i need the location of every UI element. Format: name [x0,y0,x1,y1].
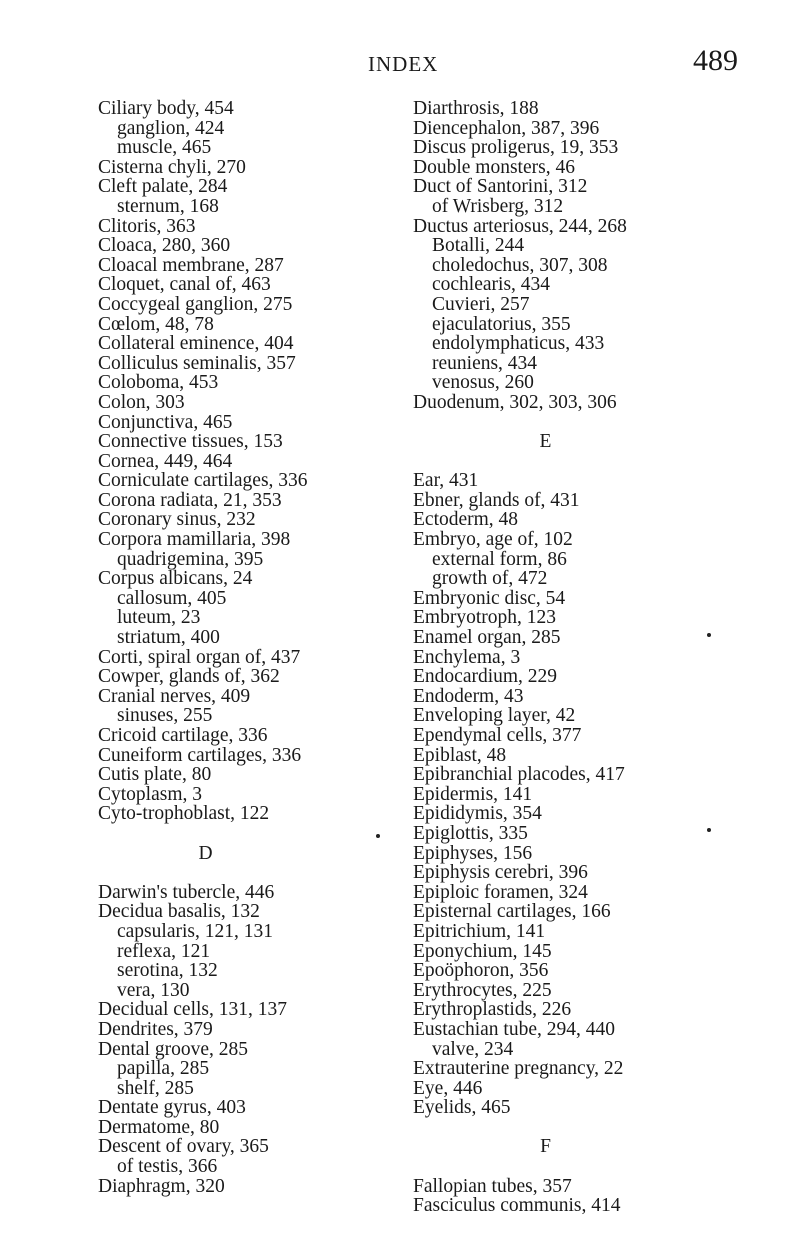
index-entry: Dendrites, 379 [98,1018,213,1040]
index-entry: Eye, 446 [413,1077,483,1099]
index-subentry: of Wrisberg, 312 [432,195,564,217]
index-subentry: sternum, 168 [117,195,219,217]
index-entry: Epibranchial placodes, 417 [413,764,625,786]
index-entry: Epitrichium, 141 [413,920,546,942]
index-entry: Corniculate cartilages, 336 [98,470,308,492]
index-entry: Extrauterine pregnancy, 22 [413,1058,624,1080]
index-entry: Connective tissues, 153 [98,431,283,453]
index-entry: Epidermis, 141 [413,783,533,805]
index-entry: Ebner, glands of, 431 [413,489,580,511]
index-entry: Endoderm, 43 [413,685,524,707]
index-subentry: striatum, 400 [117,627,220,649]
index-entry: Coloboma, 453 [98,372,219,394]
index-entry: Corpora mamillaria, 398 [98,529,291,551]
index-subentry: cochlearis, 434 [432,274,551,296]
index-entry: Dermatome, 80 [98,1116,220,1138]
index-entry: Fallopian tubes, 357 [413,1175,572,1197]
index-entry: Cranial nerves, 409 [98,685,251,707]
index-entry: Discus proligerus, 19, 353 [413,137,619,159]
index-subentry: muscle, 465 [117,137,212,159]
index-entry: Cœlom, 48, 78 [98,313,214,335]
index-subentry: of testis, 366 [117,1156,218,1178]
index-entry: Ectoderm, 48 [413,509,519,531]
index-subentry: reuniens, 434 [432,352,538,374]
index-entry: Decidual cells, 131, 137 [98,999,287,1021]
index-entry: Corpus albicans, 24 [98,568,253,590]
page-number: 489 [693,44,738,77]
index-entry: Duct of Santorini, 312 [413,176,588,198]
index-entry: Descent of ovary, 365 [98,1136,269,1158]
index-entry: Ciliary body, 454 [98,98,234,119]
speck-mark [376,834,380,838]
index-subentry: Cuvieri, 257 [432,293,530,315]
index-entry: Enchylema, 3 [413,646,521,668]
index-entry: Epididymis, 354 [413,803,542,825]
speck-mark [707,633,711,637]
index-entry: Epiphysis cerebri, 396 [413,862,588,884]
index-entry: Cyto-trophoblast, 122 [98,803,270,825]
speck-mark [707,828,711,832]
index-entry: Enamel organ, 285 [413,627,561,649]
index-entry: Cloaca, 280, 360 [98,235,231,257]
index-entry: Ependymal cells, 377 [413,725,582,746]
index-entry: Cricoid cartilage, 336 [98,725,268,746]
index-entry: Epiglottis, 335 [413,822,528,844]
index-entry: Erythroplastids, 226 [413,999,572,1021]
index-entry: Cleft palate, 284 [98,176,228,198]
index-entry: Coronary sinus, 232 [98,509,256,531]
index-entry: Double monsters, 46 [413,156,575,178]
index-subentry: ganglion, 424 [117,117,225,139]
index-entry: Embryo, age of, 102 [413,529,573,551]
index-entry: Erythrocytes, 225 [413,979,552,1001]
index-entry: Cisterna chyli, 270 [98,156,246,178]
index-entry: Eustachian tube, 294, 440 [413,1018,615,1040]
index-entry: Coccygeal ganglion, 275 [98,293,293,315]
index-entry: Cornea, 449, 464 [98,450,233,472]
index-entry: Epoöphoron, 356 [413,960,549,982]
index-entry: Episternal cartilages, 166 [413,901,611,923]
index-entry: Cutis plate, 80 [98,764,212,786]
index-subentry: vera, 130 [117,979,190,1001]
index-entry: Enveloping layer, 42 [413,705,576,727]
index-subentry: endolymphaticus, 433 [432,333,605,355]
index-entry: Diarthrosis, 188 [413,98,539,119]
index-entry: Epiphyses, 156 [413,842,533,864]
index-entry: Corona radiata, 21, 353 [98,489,282,511]
index-subentry: venosus, 260 [432,372,534,394]
index-entry: Duodenum, 302, 303, 306 [413,391,617,413]
index-entry: Ductus arteriosus, 244, 268 [413,215,627,237]
section-letter: E [539,431,552,453]
index-entry: Embryonic disc, 54 [413,587,566,609]
section-letter: F [540,1136,551,1158]
index-entry: Dentate gyrus, 403 [98,1097,246,1119]
index-entry: Epiblast, 48 [413,744,507,766]
index-entry: Embryotroph, 123 [413,607,556,629]
index-entry: Cuneiform cartilages, 336 [98,744,302,766]
index-subentry: serotina, 132 [117,960,218,982]
page-header [0,44,800,84]
index-entry: Corti, spiral organ of, 437 [98,646,301,668]
index-subentry: valve, 234 [432,1038,514,1060]
index-entry: Collateral eminence, 404 [98,333,294,355]
index-subentry: sinuses, 255 [117,705,213,727]
index-entry: Fasciculus communis, 414 [413,1195,621,1217]
index-entry: Conjunctiva, 465 [98,411,233,433]
index-entry: Eyelids, 465 [413,1097,511,1119]
index-subentry: luteum, 23 [117,607,201,629]
index-entry: Dental groove, 285 [98,1038,249,1060]
index-subentry: quadrigemina, 395 [117,548,264,570]
index-column-left [98,99,418,1196]
index-entry: Eponychium, 145 [413,940,552,962]
index-entry: Decidua basalis, 132 [98,901,260,923]
index-entry: Diencephalon, 387, 396 [413,117,600,139]
index-entry: Colliculus seminalis, 357 [98,352,296,374]
running-title: INDEX [368,52,439,76]
index-subentry: reflexa, 121 [117,940,211,962]
index-column-right [413,99,733,1216]
index-subentry: capsularis, 121, 131 [117,920,273,942]
index-subentry: shelf, 285 [117,1077,194,1099]
index-entry: Clitoris, 363 [98,215,196,237]
section-letter: D [198,842,213,864]
index-entry: Diaphragm, 320 [98,1175,225,1197]
index-subentry: choledochus, 307, 308 [432,254,608,276]
index-subentry: ejaculatorius, 355 [432,313,571,335]
index-entry: Colon, 303 [98,391,185,413]
index-subentry: growth of, 472 [432,568,548,590]
index-entry: Darwin's tubercle, 446 [98,881,275,903]
index-entry: Endocardium, 229 [413,666,558,688]
index-entry: Cytoplasm, 3 [98,783,203,805]
index-subentry: callosum, 405 [117,587,227,609]
index-entry: Cloquet, canal of, 463 [98,274,271,296]
index-entry: Cowper, glands of, 362 [98,666,280,688]
index-subentry: external form, 86 [432,548,567,570]
index-entry: Cloacal membrane, 287 [98,254,284,276]
index-subentry: Botalli, 244 [432,235,525,257]
index-subentry: papilla, 285 [117,1058,210,1080]
index-entry: Epiploic foramen, 324 [413,881,588,903]
index-entry: Ear, 431 [413,470,479,492]
